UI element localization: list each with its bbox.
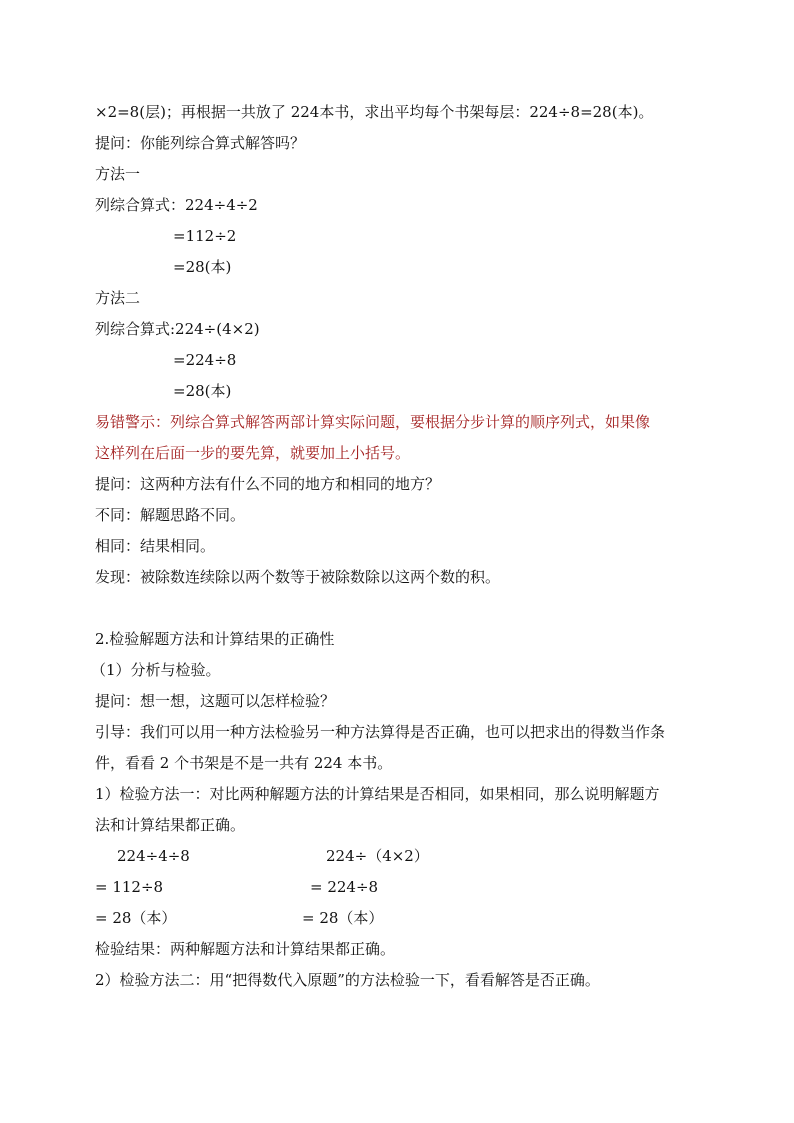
formula-line: 列综合算式：224÷4÷2 <box>95 196 258 214</box>
text-line: 检验结果：两种解题方法和计算结果都正确。 <box>95 940 396 958</box>
text-line: 提问：想一想，这题可以怎样检验？ <box>95 692 336 710</box>
formula-line: 列综合算式:224÷(4×2) <box>95 320 260 338</box>
text-line: ×2=8(层)；再根据一共放了 224本书，求出平均每个书架每层：224÷8=28(本)。 <box>95 103 654 121</box>
subsection-heading: （1）分析与检验。 <box>91 661 221 679</box>
text-line: 发现：被除数连续除以两个数等于被除数除以这两个数的积。 <box>95 568 501 586</box>
warning-text: 这样列在后面一步的要先算，就要加上小括号。 <box>95 444 411 462</box>
formula-left: = 28（本） <box>95 909 177 927</box>
text-line: 提问：这两种方法有什么不同的地方和相同的地方？ <box>95 475 441 493</box>
formula-right: 224÷（4×2） <box>326 847 429 865</box>
formula-step: =112÷2 <box>173 227 237 245</box>
text-line: 不同：解题思路不同。 <box>95 506 246 524</box>
warning-text: 易错警示：列综合算式解答两部计算实际问题，要根据分步计算的顺序列式，如果像 <box>95 413 651 431</box>
heading-method-one: 方法一 <box>95 165 141 183</box>
formula-step: =224÷8 <box>173 351 237 369</box>
formula-right: = 28（本） <box>302 909 384 927</box>
formula-right: = 224÷8 <box>310 878 379 896</box>
heading-method-two: 方法二 <box>95 289 141 307</box>
formula-left: = 112÷8 <box>95 878 164 896</box>
text-line: 1）检验方法一：对比两种解题方法的计算结果是否相同，如果相同，那么说明解题方 <box>95 785 660 803</box>
formula-step: =28(本) <box>173 258 232 276</box>
text-line: 引导：我们可以用一种方法检验另一种方法算得是否正确，也可以把求出的得数当作条 <box>95 723 666 741</box>
text-line: 相同：结果相同。 <box>95 537 216 555</box>
text-line: 2）检验方法二：用“把得数代入原题”的方法检验一下，看看解答是否正确。 <box>95 971 600 989</box>
text-line: 法和计算结果都正确。 <box>95 816 246 834</box>
text-line: 提问：你能列综合算式解答吗？ <box>95 134 306 152</box>
text-line: 件，看看 2 个书架是不是一共有 224 本书。 <box>95 754 393 772</box>
formula-step: =28(本) <box>173 382 232 400</box>
section-heading: 2.检验解题方法和计算结果的正确性 <box>95 630 335 648</box>
formula-left: 224÷4÷8 <box>117 847 190 865</box>
